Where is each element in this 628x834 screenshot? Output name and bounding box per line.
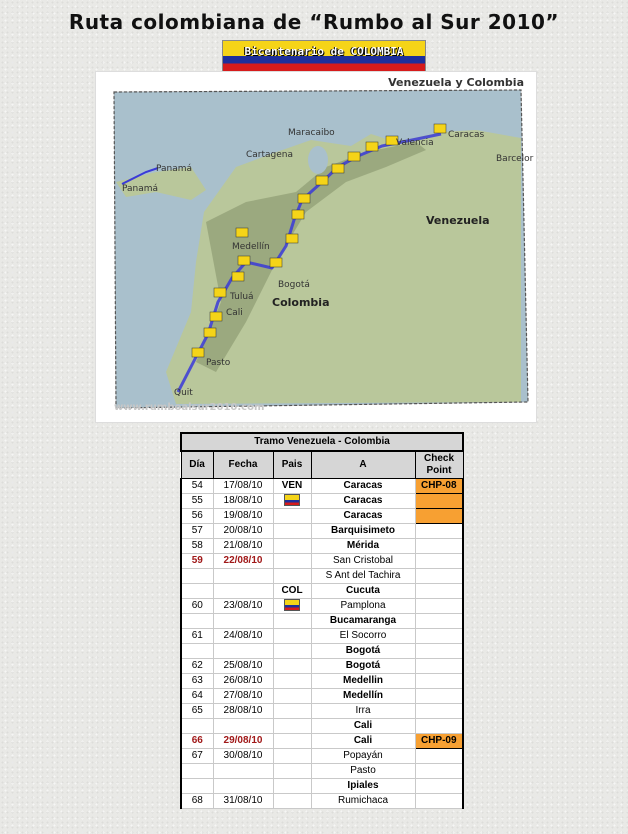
route-map [96,72,536,422]
cell-checkpoint [415,704,463,719]
cell-destination: Rumichaca [311,794,415,809]
map-label-cali: Cali [226,308,243,318]
cell-pais [273,539,311,554]
cell-checkpoint [415,599,463,614]
map-label-tulua: Tuluá [230,292,254,302]
map-label-venezuela: Venezuela [426,214,490,227]
cell-pais [273,719,311,734]
map-label-medellin: Medellín [232,242,270,252]
cell-dia: 63 [181,674,213,689]
map-label-quito: Quit [174,388,193,398]
cell-pais: VEN [273,479,311,494]
cell-dia: 55 [181,494,213,509]
cell-checkpoint [415,554,463,569]
cell-destination: Bogotá [311,659,415,674]
cell-destination: Irra [311,704,415,719]
cell-checkpoint [415,539,463,554]
cell-destination: Medellin [311,674,415,689]
cell-destination: Caracas [311,494,415,509]
cell-dia [181,584,213,599]
table-row [181,524,463,539]
cell-fecha: 29/08/10 [213,734,273,749]
table-row [181,599,463,614]
cell-destination: Bogotá [311,644,415,659]
cell-checkpoint: CHP-09 [415,734,463,749]
table-row [181,734,463,749]
cell-dia: 58 [181,539,213,554]
cell-dia: 68 [181,794,213,809]
cell-destination: Ipiales [311,779,415,794]
cell-pais [273,524,311,539]
table-row [181,764,463,779]
map-region-title: Venezuela y Colombia [388,76,524,89]
cell-dia [181,779,213,794]
cell-pais [273,599,311,614]
col-header-a: A [311,451,415,479]
cell-pais: COL [273,584,311,599]
cell-checkpoint: CHP-08 [415,479,463,494]
cell-destination: Bucamaranga [311,614,415,629]
route-table [180,432,464,809]
cell-fecha [213,644,273,659]
table-title: Tramo Venezuela - Colombia [181,433,463,451]
cell-dia: 60 [181,599,213,614]
cell-fecha: 22/08/10 [213,554,273,569]
map-graphic [96,72,536,422]
cell-fecha: 25/08/10 [213,659,273,674]
cell-fecha: 24/08/10 [213,629,273,644]
cell-dia: 62 [181,659,213,674]
cell-pais [273,629,311,644]
cell-fecha [213,719,273,734]
cell-dia: 56 [181,509,213,524]
route-table-body [181,479,463,809]
table-row [181,749,463,764]
cell-destination: Pasto [311,764,415,779]
table-row [181,494,463,509]
cell-destination: Cali [311,734,415,749]
col-header-pais: Pais [273,451,311,479]
cell-checkpoint [415,569,463,584]
cell-fecha: 18/08/10 [213,494,273,509]
cell-pais [273,764,311,779]
cell-fecha: 23/08/10 [213,599,273,614]
table-row [181,779,463,794]
cell-destination: Mérida [311,539,415,554]
cell-checkpoint [415,689,463,704]
cell-dia: 66 [181,734,213,749]
cell-fecha [213,614,273,629]
cell-pais [273,569,311,584]
cell-fecha: 17/08/10 [213,479,273,494]
cell-destination: Caracas [311,509,415,524]
map-label-cartagena: Cartagena [246,150,294,160]
table-row [181,674,463,689]
table-row [181,554,463,569]
cell-checkpoint [415,794,463,809]
cell-checkpoint [415,674,463,689]
cell-pais [273,794,311,809]
cell-fecha: 27/08/10 [213,689,273,704]
cell-pais [273,689,311,704]
table-row [181,509,463,524]
table-row [181,629,463,644]
cell-fecha [213,779,273,794]
table-row [181,719,463,734]
cell-checkpoint [415,764,463,779]
table-row [181,569,463,584]
cell-destination: El Socorro [311,629,415,644]
cell-fecha [213,584,273,599]
flag-icon [284,599,300,611]
map-label-valencia: Valencia [396,138,434,148]
cell-destination: Barquisimeto [311,524,415,539]
cell-dia [181,614,213,629]
bicentenario-flag-banner [222,40,426,72]
table-row [181,614,463,629]
map-label-maracaibo: Maracaibo [288,128,335,138]
map-label-panama-city: Panamá [122,184,159,194]
table-row [181,659,463,674]
cell-checkpoint [415,629,463,644]
table-row [181,539,463,554]
cell-fecha: 21/08/10 [213,539,273,554]
cell-checkpoint [415,779,463,794]
cell-dia: 61 [181,629,213,644]
cell-pais [273,494,311,509]
cell-destination: Pamplona [311,599,415,614]
cell-dia: 67 [181,749,213,764]
cell-dia: 59 [181,554,213,569]
cell-checkpoint [415,749,463,764]
cell-destination: Cali [311,719,415,734]
cell-destination: San Cristobal [311,554,415,569]
table-row [181,704,463,719]
cell-destination: Medellín [311,689,415,704]
map-label-caracas: Caracas [448,130,485,140]
cell-dia: 54 [181,479,213,494]
map-label-pasto: Pasto [206,358,231,368]
cell-fecha: 26/08/10 [213,674,273,689]
map-label-panama-country: Panamá [156,164,193,174]
cell-pais [273,779,311,794]
cell-destination: S Ant del Tachira [311,569,415,584]
col-header-dia: Día [181,451,213,479]
cell-pais [273,704,311,719]
cell-dia [181,644,213,659]
cell-dia: 65 [181,704,213,719]
page-title: Ruta colombiana de “Rumbo al Sur 2010” [68,10,560,34]
map-label-barcelona: Barcelor [496,154,534,164]
table-row [181,479,463,494]
cell-checkpoint [415,614,463,629]
cell-fecha: 30/08/10 [213,749,273,764]
cell-checkpoint [415,584,463,599]
cell-pais [273,644,311,659]
cell-destination: Caracas [311,479,415,494]
map-watermark: www.rumboalsur2010.com [114,402,265,413]
cell-checkpoint [415,524,463,539]
table-row [181,584,463,599]
cell-pais [273,509,311,524]
cell-pais [273,734,311,749]
cell-checkpoint [415,644,463,659]
cell-fecha [213,569,273,584]
cell-pais [273,614,311,629]
col-header-checkpoint: Check Point [415,451,463,479]
cell-checkpoint [415,494,463,509]
cell-checkpoint [415,659,463,674]
cell-pais [273,554,311,569]
cell-pais [273,659,311,674]
cell-checkpoint [415,719,463,734]
cell-dia [181,764,213,779]
cell-pais [273,749,311,764]
cell-dia: 64 [181,689,213,704]
cell-dia [181,719,213,734]
table-row [181,689,463,704]
table-row [181,644,463,659]
cell-checkpoint [415,509,463,524]
banner-text: Bicentenario de COLOMBIA [244,45,404,58]
cell-fecha [213,764,273,779]
flag-icon [284,494,300,506]
table-row [181,794,463,809]
cell-fecha: 31/08/10 [213,794,273,809]
cell-fecha: 19/08/10 [213,509,273,524]
cell-pais [273,674,311,689]
cell-destination: Cucuta [311,584,415,599]
map-label-colombia: Colombia [272,296,330,309]
col-header-fecha: Fecha [213,451,273,479]
cell-destination: Popayán [311,749,415,764]
map-label-bogota: Bogotá [278,280,310,290]
cell-dia [181,569,213,584]
cell-fecha: 28/08/10 [213,704,273,719]
cell-fecha: 20/08/10 [213,524,273,539]
cell-dia: 57 [181,524,213,539]
